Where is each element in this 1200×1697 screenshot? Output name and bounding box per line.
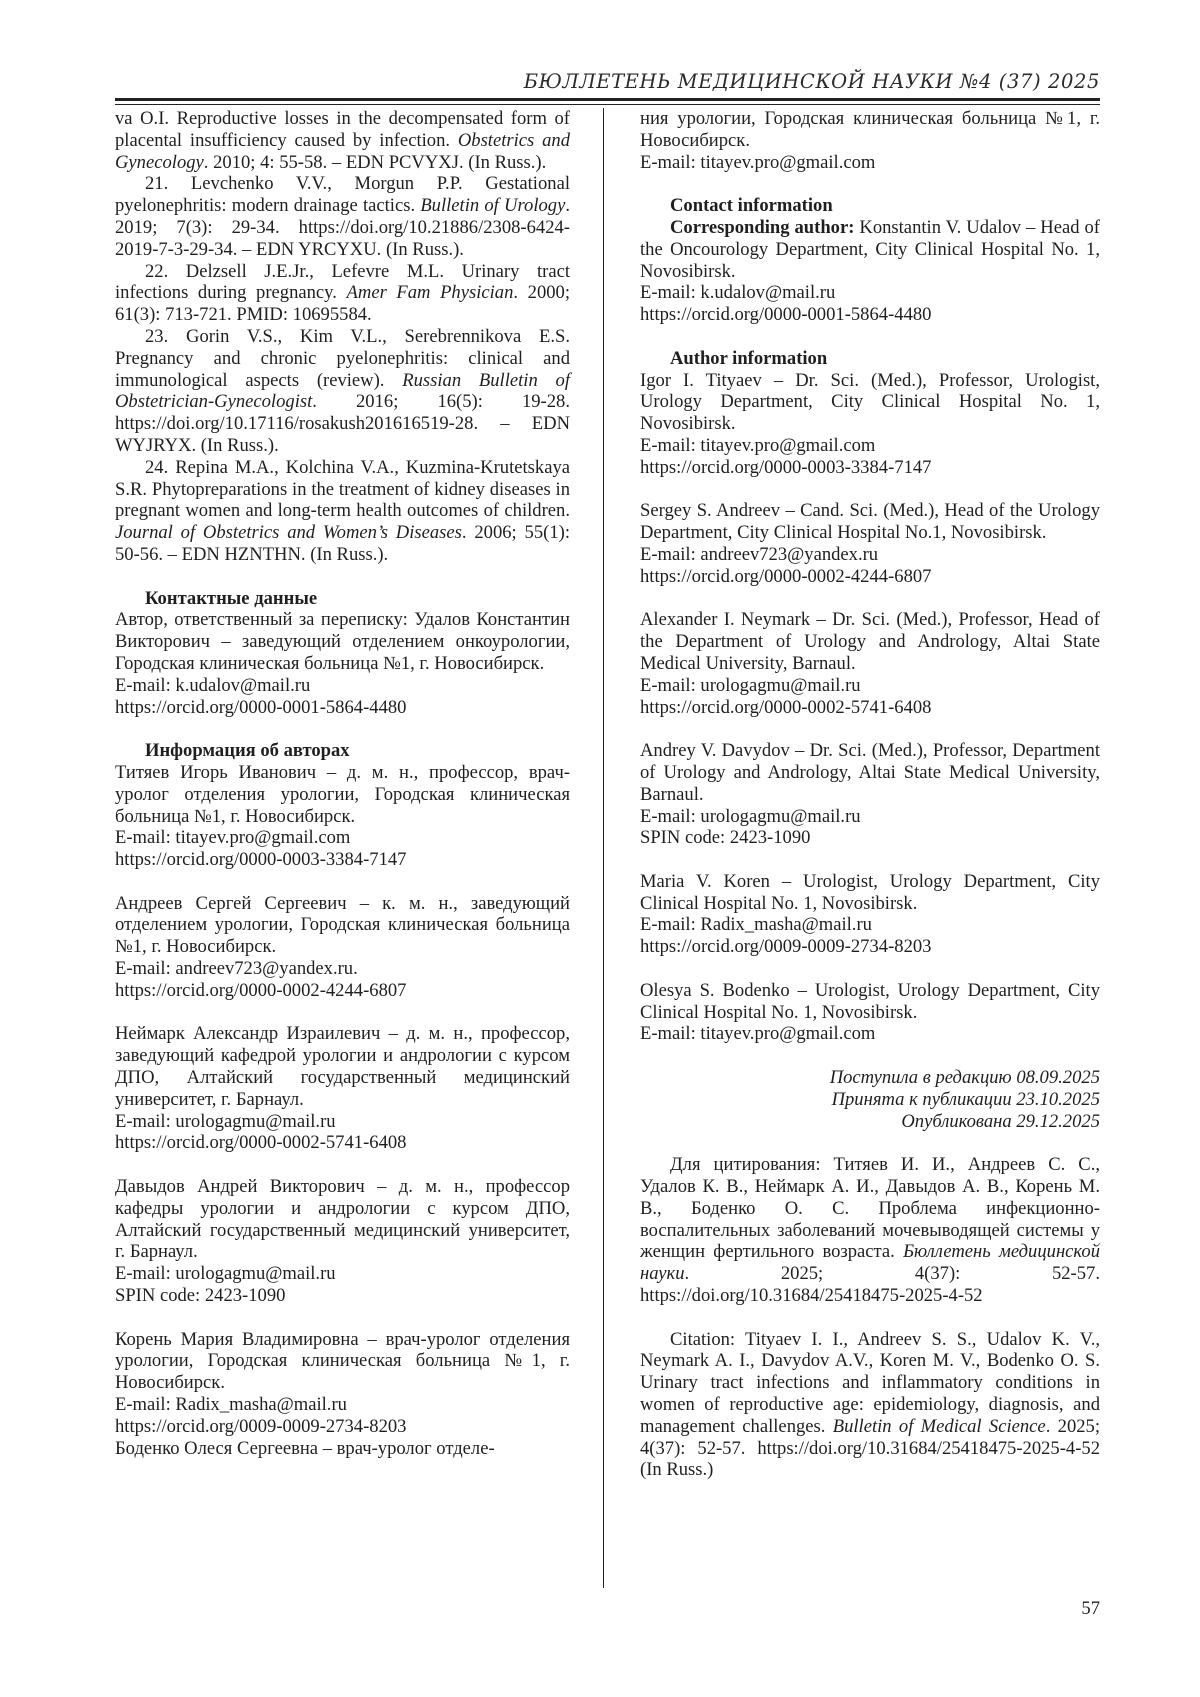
received-date: Поступила в редакцию 08.09.2025 (829, 1067, 1100, 1089)
contact-heading-en: Contact information (670, 195, 833, 217)
author-3-email-ru[interactable]: E-mail: urologagmu@mail.ru (115, 1110, 336, 1132)
right-column (640, 108, 1100, 1481)
author-2-email-ru[interactable]: E-mail: andreev723@yandex.ru. (115, 958, 358, 980)
author-3-orcid-ru[interactable]: https://orcid.org/0000-0002-5741-6408 (115, 1132, 407, 1154)
author-6-email-ru[interactable]: E-mail: titayev.pro@gmail.com (640, 151, 876, 173)
author-4-en: Andrey V. Davydov – Dr. Sci. (Med.), Professor, Department of Urology and Andrology, Altai State Medical University, Barnaul. (640, 740, 1100, 805)
author-4-spin-ru: SPIN code: 2423-1090 (115, 1285, 286, 1307)
author-6-email-en[interactable]: E-mail: titayev.pro@gmail.com (640, 1023, 876, 1045)
author-5-orcid-en[interactable]: https://orcid.org/0009-0009-2734-8203 (640, 936, 932, 958)
author-4-email-ru[interactable]: E-mail: urologagmu@mail.ru (115, 1263, 336, 1285)
left-column (115, 108, 570, 1459)
page-number: 57 (1081, 1598, 1100, 1619)
reference-24: 24. Repina M.A., Kolchina V.A., Kuzmina-Krutetskaya S.R. Phytopreparations in the treatment of kidney diseases in pregnant women and long-term health outcomes of children. Journal of Obstetrics and Women’s Diseases. 2006; 55(1): 50-56. – EDN HZNTHN. (In Russ.). (115, 456, 570, 565)
reference-23: 23. Gorin V.S., Kim V.L., Serebrennikova E.S. Pregnancy and chronic pyelonephritis: clinical and immunological aspects (review). Russian Bulletin of Obstetrician-Gynecologist. 2016; 16(5): 19-28. https://doi.org/10.17116/rosakush201616519-28. – EDN WYJRYX. (In Russ.). (115, 325, 571, 456)
contact-orcid-ru[interactable]: https://orcid.org/0000-0001-5864-4480 (115, 696, 407, 718)
contact-email-ru[interactable]: E-mail: k.udalov@mail.ru (115, 674, 311, 696)
author-5-orcid-ru[interactable]: https://orcid.org/0009-0009-2734-8203 (115, 1415, 407, 1437)
author-2-en: Sergey S. Andreev – Cand. Sci. (Med.), Head of the Urology Department, City Clinical Hospital No.1, Novosibirsk. (640, 500, 1100, 544)
author-2-orcid-ru[interactable]: https://orcid.org/0000-0002-4244-6807 (115, 979, 407, 1001)
author-1-ru: Титяев Игорь Иванович – д. м. н., профессор, врач-уролог отделения урологии, Городская клиническая больница №1, г. Новосибирск. (115, 761, 570, 827)
header-rule-thin (115, 104, 1100, 105)
authors-heading-en: Author information (670, 347, 828, 369)
author-4-spin-en: SPIN code: 2423-1090 (640, 827, 811, 849)
author-5-email-ru[interactable]: E-mail: Radix_masha@mail.ru (115, 1394, 347, 1416)
corresponding-email-en[interactable]: E-mail: k.udalov@mail.ru (640, 282, 836, 304)
header-rule-thick (115, 98, 1100, 101)
author-1-email-en[interactable]: E-mail: titayev.pro@gmail.com (640, 434, 876, 456)
citation-en: Citation: Tityaev I. I., Andreev S. S., Udalov K. V., Neymark A. I., Davydov A.V., Koren M. V., Bodenko O. S. Urinary tract infections and inflammatory conditions in women of reproductive age: epidemiology, diagnosis, and management challenges. Bulletin of Medical Science. 2025; 4(37): 52-57. https://doi.org/10.31684/25418475-2025-4-52 (In Russ.) (640, 1328, 1100, 1481)
author-3-ru: Неймарк Александр Израилевич – д. м. н., профессор, заведующий кафедрой урологии и андрологии с курсом ДПО, Алтайский государственный медицинский университет, г. Барнаул. (115, 1023, 570, 1110)
author-3-email-en[interactable]: E-mail: urologagmu@mail.ru (640, 674, 861, 696)
author-5-ru: Корень Мария Владимировна – врач-уролог отделения урологии, Городская клиническая больница №1, г. Новосибирск. (115, 1328, 570, 1394)
corresponding-author-en: Corresponding author: Konstantin V. Udalov – Head of the Oncourology Department, City Clinical Hospital No. 1, Novosibirsk. (640, 216, 1100, 282)
author-6-ru-cont: ния урологии, Городская клиническая больница №1, г. Новосибирск. (640, 108, 1100, 151)
author-4-email-en[interactable]: E-mail: urologagmu@mail.ru (640, 805, 861, 827)
citation-ru: Для цитирования: Титяев И. И., Андреев С. С., Удалов К. В., Неймарк А. И., Давыдов А. В., Корень М. В., Боденко О. С. Проблема инфекционно-воспалительных заболеваний мочевыводящей системы у женщин фертильного возраста. Бюллетень медицинской науки. 2025; 4(37): 52-57. https://doi.org/10.31684/25418475-2025-4-52 (640, 1154, 1101, 1307)
author-6-en: Olesya S. Bodenko – Urologist, Urology Department, City Clinical Hospital No. 1, Novosibirsk. (640, 979, 1100, 1023)
author-1-orcid-ru[interactable]: https://orcid.org/0000-0003-3384-7147 (115, 849, 407, 871)
author-2-ru: Андреев Сергей Сергеевич – к. м. н., заведующий отделением урологии, Городская клиническая больница №1, г. Новосибирск. (115, 892, 570, 958)
reference-21: 21. Levchenko V.V., Morgun P.P. Gestational pyelonephritis: modern drainage tactics. Bulletin of Urology. 2019; 7(3): 29-34. https://doi.org/10.21886/2308-6424-2019-7-3-29-34. – EDN YRCYXU. (In Russ.). (115, 173, 570, 260)
contact-text-ru: Автор, ответственный за переписку: Удалов Константин Викторович – заведующий отделением онкоурологии, Городская клиническая больница №1, г. Новосибирск. (115, 609, 570, 674)
contact-heading-ru: Контактные данные (145, 587, 318, 609)
author-6-ru: Боденко Олеся Сергеевна – врач-уролог отделе- (115, 1437, 495, 1459)
authors-heading-ru: Информация об авторах (145, 740, 350, 762)
corresponding-orcid-en[interactable]: https://orcid.org/0000-0001-5864-4480 (640, 304, 932, 326)
column-divider (603, 108, 604, 1588)
author-5-en: Maria V. Koren – Urologist, Urology Department, City Clinical Hospital No. 1, Novosibirsk. (640, 870, 1100, 914)
author-1-email-ru[interactable]: E-mail: titayev.pro@gmail.com (115, 827, 351, 849)
author-3-en: Alexander I. Neymark – Dr. Sci. (Med.), Professor, Head of the Department of Urology and Andrology, Altai State Medical University, Barnaul. (640, 609, 1100, 674)
running-head: БЮЛЛЕТЕНЬ МЕДИЦИНСКОЙ НАУКИ №4 (37) 2025 (523, 70, 1100, 93)
author-2-orcid-en[interactable]: https://orcid.org/0000-0002-4244-6807 (640, 565, 932, 587)
accepted-date: Принята к публикации 23.10.2025 (831, 1088, 1100, 1110)
author-5-email-en[interactable]: E-mail: Radix_masha@mail.ru (640, 914, 872, 936)
author-2-email-en[interactable]: E-mail: andreev723@yandex.ru (640, 543, 879, 565)
author-1-orcid-en[interactable]: https://orcid.org/0000-0003-3384-7147 (640, 456, 932, 478)
author-1-en: Igor I. Tityaev – Dr. Sci. (Med.), Professor, Urologist, Urology Department, City Clinical Hospital No. 1, Novosibirsk. (640, 369, 1100, 435)
published-date: Опубликована 29.12.2025 (901, 1110, 1100, 1132)
reference-22: 22. Delzsell J.E.Jr., Lefevre M.L. Urinary tract infections during pregnancy. Amer Fam Physician. 2000; 61(3): 713-721. PMID: 10695584. (115, 260, 570, 326)
reference-20-cont: va O.I. Reproductive losses in the decompensated form of placental insufficiency caused by infection. Obstetrics and Gynecology. 2010; 4: 55-58. – EDN PCVYXJ. (In Russ.). (115, 108, 570, 173)
author-4-ru: Давыдов Андрей Викторович – д. м. н., профессор кафедры урологии и андрологии с курсом ДПО, Алтайский государственный медицинский университет, г. Барнаул. (115, 1176, 570, 1263)
author-3-orcid-en[interactable]: https://orcid.org/0000-0002-5741-6408 (640, 696, 932, 718)
